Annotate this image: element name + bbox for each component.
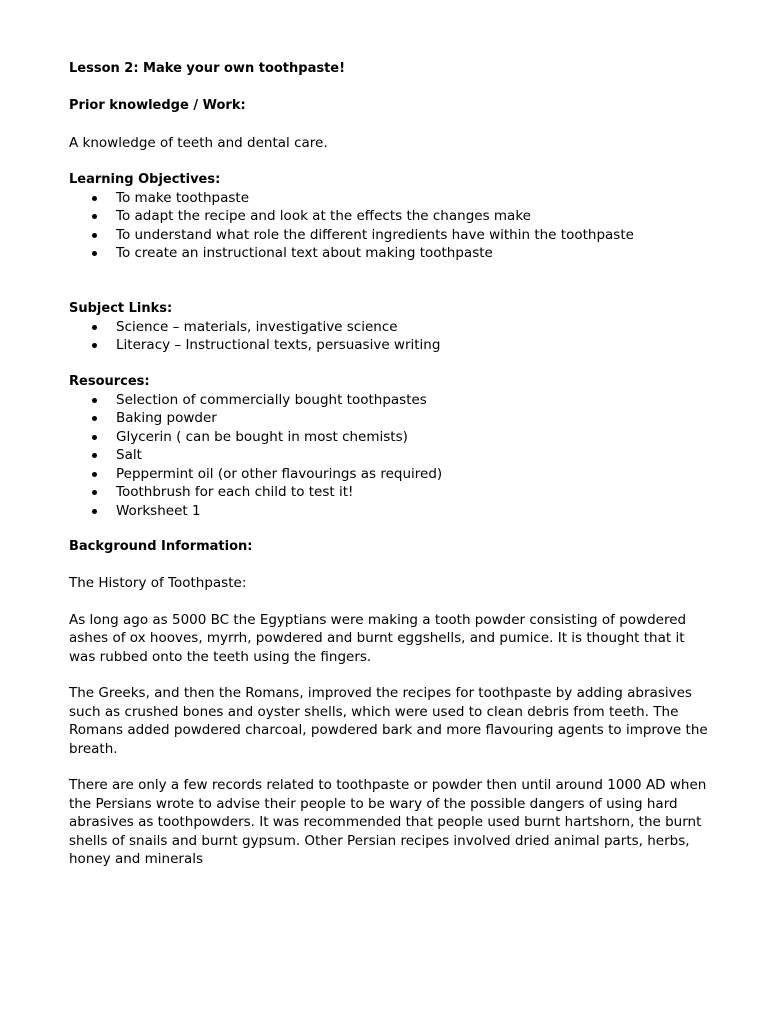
list-item-text: Baking powder [116,410,217,426]
list-item [69,502,709,521]
list-item-text: Science – materials, investigative science [116,318,398,335]
bullet-icon [92,196,97,201]
list-item-text: To understand what role the different ingredients have within the toothpaste [116,226,634,243]
list-item [69,207,709,226]
list-item [69,244,709,263]
bullet-icon [92,509,97,514]
bullet-icon [92,251,97,256]
bullet-icon [92,453,97,458]
history-paragraph-persians: There are only a few records related to toothpaste or powder then until around 1000 AD when the Persians wrote to advise their people to be wary of the possible dangers of using hard abrasives as toothpowders. It was recommended that people used burnt hartshorn, the burnt shells of snails and burnt gypsum. Other Persian recipes involved dried animal parts, herbs, honey and minerals [69,777,707,867]
bullet-icon [92,398,97,403]
history-paragraph-egyptians: As long ago as 5000 BC the Egyptians were making a tooth powder consisting of powdered ashes of ox hooves, myrrh, powdered and burnt eggshells, and pumice. It is thought that it was rubbed onto the teeth using the fingers. [69,611,687,665]
prior-knowledge-text: A knowledge of teeth and dental care. [69,135,328,151]
resources-list [69,391,709,521]
learning-objectives-heading: Learning Objectives: [69,171,221,187]
list-item [69,391,709,410]
list-item-text: Toothbrush for each child to test it! [116,484,354,500]
list-item-text: Salt [116,447,142,463]
subject-links-heading: Subject Links: [69,300,173,316]
list-item [69,409,709,428]
subject-links-list [69,318,709,355]
bullet-icon [92,343,97,348]
bullet-icon [92,233,97,238]
bullet-icon [92,416,97,421]
history-paragraph-greeks-romans: The Greeks, and then the Romans, improved the recipes for toothpaste by adding abrasives such as crushed bones and oyster shells, which were used to clean debris from teeth. The Romans added powdered charcoal, powdered bark and more flavouring agents to improve the breath. [69,685,708,757]
list-item-text: Selection of commercially bought toothpastes [116,391,427,408]
list-item-text: To adapt the recipe and look at the effects the changes make [116,208,531,224]
list-item-text: Glycerin ( can be bought in most chemists) [116,428,408,445]
list-item-text: To make toothpaste [116,189,249,206]
list-item [69,483,709,502]
list-item [69,336,709,355]
background-heading: Background Information: [69,539,253,554]
list-item [69,465,709,484]
list-item-text: To create an instructional text about making toothpaste [116,245,493,261]
bullet-icon [92,472,97,477]
list-item [69,428,709,447]
bullet-icon [92,490,97,495]
bullet-icon [92,325,97,330]
list-item [69,446,709,465]
lesson-title: Lesson 2: Make your own toothpaste! [69,61,346,76]
lesson-content [69,60,709,869]
list-item [69,318,709,337]
list-item [69,226,709,245]
list-item [69,189,709,208]
resources-heading: Resources: [69,373,150,389]
learning-objectives-list [69,189,709,263]
bullet-icon [92,435,97,440]
history-subheading: The History of Toothpaste: [69,575,247,591]
prior-knowledge-heading: Prior knowledge / Work: [69,98,246,113]
list-item-text: Worksheet 1 [116,502,201,519]
bullet-icon [92,214,97,219]
list-item-text: Peppermint oil (or other flavourings as required) [116,465,443,482]
list-item-text: Literacy – Instructional texts, persuasive writing [116,337,441,353]
